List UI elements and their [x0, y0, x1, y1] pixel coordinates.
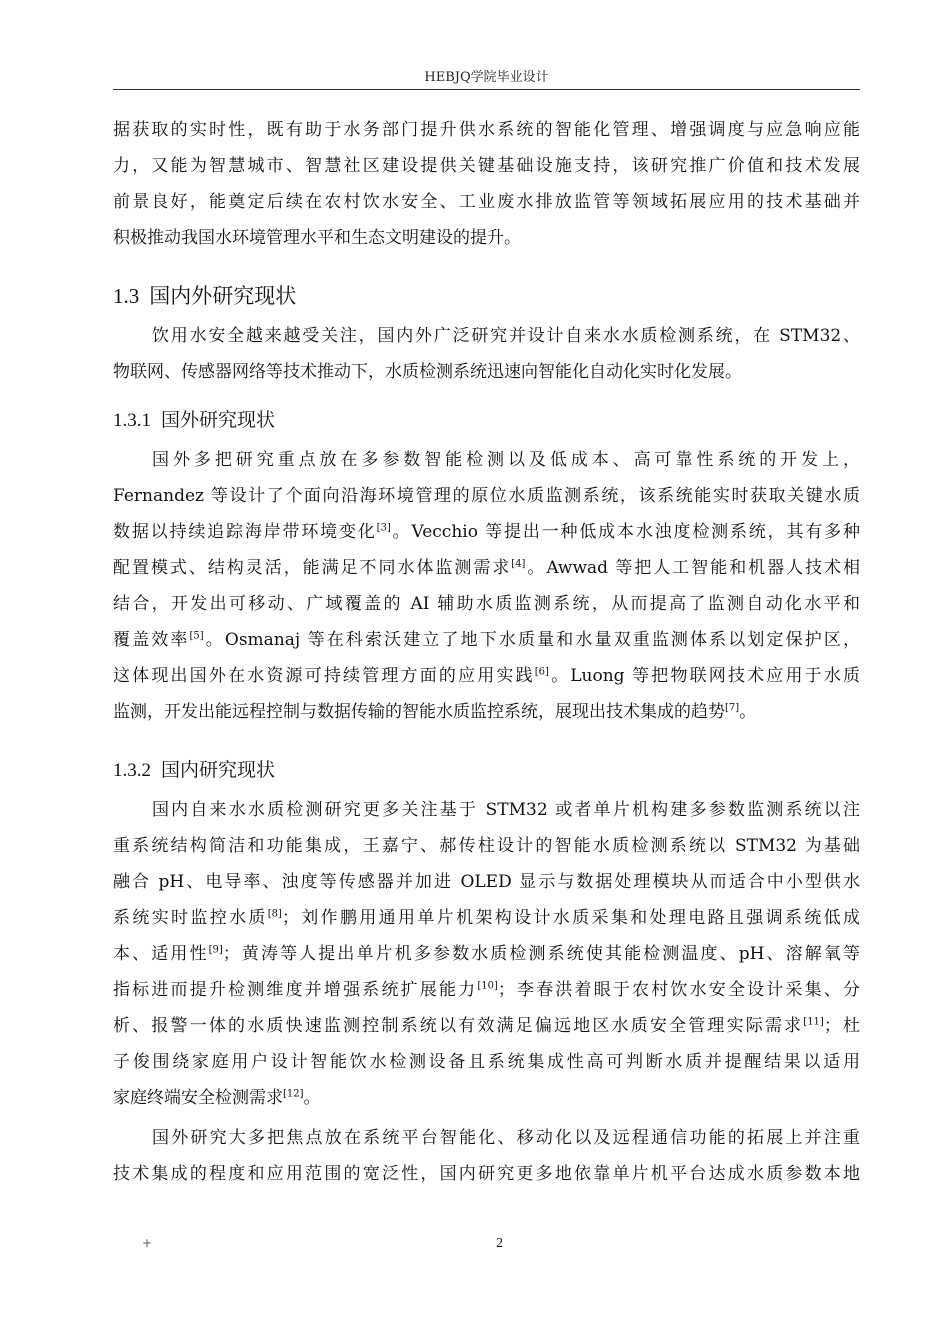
text-line: [113, 622, 860, 658]
heading-text: 国内研究现状: [161, 759, 276, 781]
line-text: 结合，开发出可移动、广域覆盖的 AI 辅助水质监测系统，从而提高了监测自动化水平和: [113, 594, 860, 614]
heading-text: 国外研究现状: [161, 409, 276, 431]
text-line: [113, 112, 860, 148]
line-text: 据获取的实时性，既有助于水务部门提升供水系统的智能化管理、增强调度与应急响应能: [113, 120, 860, 140]
text-line: [113, 148, 860, 184]
citation-ref: [7]: [725, 702, 740, 714]
text-line: [113, 354, 860, 390]
line-text: 国内自来水水质检测研究更多关注基于 STM32 或者单片机构建多参数监测系统以注: [152, 800, 860, 820]
subsection-heading: [113, 402, 275, 439]
line-text-continued: 。: [303, 1088, 321, 1108]
line-text: 这体现出国外在水资源可持续管理方面的应用实践: [113, 666, 535, 686]
heading-text: 国内外研究现状: [149, 284, 297, 308]
line-text: 配置模式、结构灵活，能满足不同水体监测需求: [113, 558, 512, 578]
text-line: [113, 972, 860, 1008]
text-line: [113, 936, 860, 972]
heading-number: 1.3: [113, 284, 140, 308]
text-line: [113, 1008, 860, 1044]
line-text-continued: 。Osmanaj 等在科索沃建立了地下水质量和水量双重监测体系以划定保护区，: [203, 630, 860, 650]
text-line: [152, 442, 860, 478]
line-text: 监测，开发出能远程控制与数据传输的智能水质监控系统，展现出技术集成的趋势: [113, 702, 725, 722]
line-text: 力，又能为智慧城市、智慧社区建设提供关键基础设施支持，该研究推广价值和技术发展: [113, 156, 860, 176]
citation-ref: [3]: [376, 522, 391, 534]
text-line: [152, 318, 860, 354]
line-text: 技术集成的程度和应用范围的宽泛性，国内研究更多地依靠单片机平台达成水质参数本地: [113, 1164, 860, 1184]
text-line: [113, 864, 860, 900]
line-text: 数据以持续追踪海岸带环境变化: [113, 522, 377, 542]
line-text-continued: 。: [739, 702, 757, 722]
footer-mark: +: [142, 1236, 153, 1250]
text-line: [113, 900, 860, 936]
line-text: 系统实时监控水质: [113, 908, 268, 928]
line-text: 指标进而提升检测维度并增强系统扩展能力: [113, 980, 478, 1000]
line-text-continued: ；杜: [823, 1016, 861, 1036]
text-line: [113, 1080, 860, 1116]
line-text-continued: ；李春洪着眼于农村饮水安全设计采集、分: [497, 980, 861, 1000]
text-line: [113, 220, 860, 256]
line-text: 融合 pH、电导率、浊度等传感器并加进 OLED 显示与数据处理模块从而适合中小型供水: [113, 872, 860, 892]
line-text: Fernandez 等设计了个面向沿海环境管理的原位水质监测系统，该系统能实时获取关键水质: [113, 486, 860, 506]
line-text: 析、报警一体的水质快速监测控制系统以有效满足偏远地区水质安全管理实际需求: [113, 1016, 804, 1036]
section-heading: [113, 278, 296, 314]
line-text: 前景良好，能奠定后续在农村饮水安全、工业废水排放监管等领域拓展应用的技术基础并: [113, 192, 860, 212]
page-header: HEBJQ学院毕业设计: [424, 70, 549, 85]
citation-ref: [12]: [283, 1088, 304, 1100]
text-line: [113, 1156, 860, 1192]
header-rule: [113, 89, 860, 90]
heading-number: 1.3.2: [113, 760, 151, 781]
line-text-continued: 。Awwad 等把人工智能和机器人技术相: [525, 558, 860, 578]
line-text: 国外研究大多把焦点放在系统平台智能化、移动化以及远程通信功能的拓展上并注重: [152, 1128, 860, 1148]
text-line: [113, 184, 860, 220]
citation-ref: [6]: [534, 666, 549, 678]
text-line: [113, 514, 860, 550]
line-text: 家庭终端安全检测需求: [113, 1088, 283, 1108]
text-line: [113, 658, 860, 694]
line-text: 子俊围绕家庭用户设计智能饮水检测设备且系统集成性高可判断水质并提醒结果以适用: [113, 1052, 860, 1072]
line-text: 饮用水安全越来越受关注，国内外广泛研究并设计自来水水质检测系统，在 STM32、: [152, 326, 860, 346]
citation-ref: [9]: [208, 944, 223, 956]
line-text-continued: 。Vecchio 等提出一种低成本水浊度检测系统，其有多种: [390, 522, 861, 542]
text-line: [113, 478, 860, 514]
line-text-continued: ；黄涛等人提出单片机多参数水质检测系统使其能检测温度、pH、溶解氧等: [222, 944, 860, 964]
citation-ref: [8]: [267, 908, 282, 920]
citation-ref: [11]: [803, 1016, 824, 1028]
line-text-continued: ；刘作鹏用通用单片机架构设计水质采集和处理电路且强调系统低成: [281, 908, 861, 928]
line-text: 重系统结构简洁和功能集成，王嘉宁、郝传柱设计的智能水质检测系统以 STM32 为基础: [113, 836, 860, 856]
text-line: [113, 1044, 860, 1080]
text-line: [152, 792, 860, 828]
subsection-heading: [113, 752, 275, 789]
text-line: [113, 550, 860, 586]
citation-ref: [4]: [511, 558, 526, 570]
text-line: [113, 694, 860, 730]
line-text: 物联网、传感器网络等技术推动下，水质检测系统迅速向智能化自动化实时化发展。: [113, 362, 742, 382]
line-text-continued: 。Luong 等把物联网技术应用于水质: [548, 666, 860, 686]
heading-number: 1.3.1: [113, 410, 151, 431]
line-text: 国外多把研究重点放在多参数智能检测以及低成本、高可靠性系统的开发上，: [152, 450, 860, 470]
line-text: 积极推动我国水环境管理水平和生态文明建设的提升。: [113, 228, 521, 248]
citation-ref: [5]: [189, 630, 204, 642]
text-line: [113, 828, 860, 864]
text-line: [152, 1120, 860, 1156]
citation-ref: [10]: [477, 980, 498, 992]
page-number: 2: [496, 1236, 503, 1251]
line-text: 本、适用性: [113, 944, 209, 964]
text-line: [113, 586, 860, 622]
line-text: 覆盖效率: [113, 630, 190, 650]
